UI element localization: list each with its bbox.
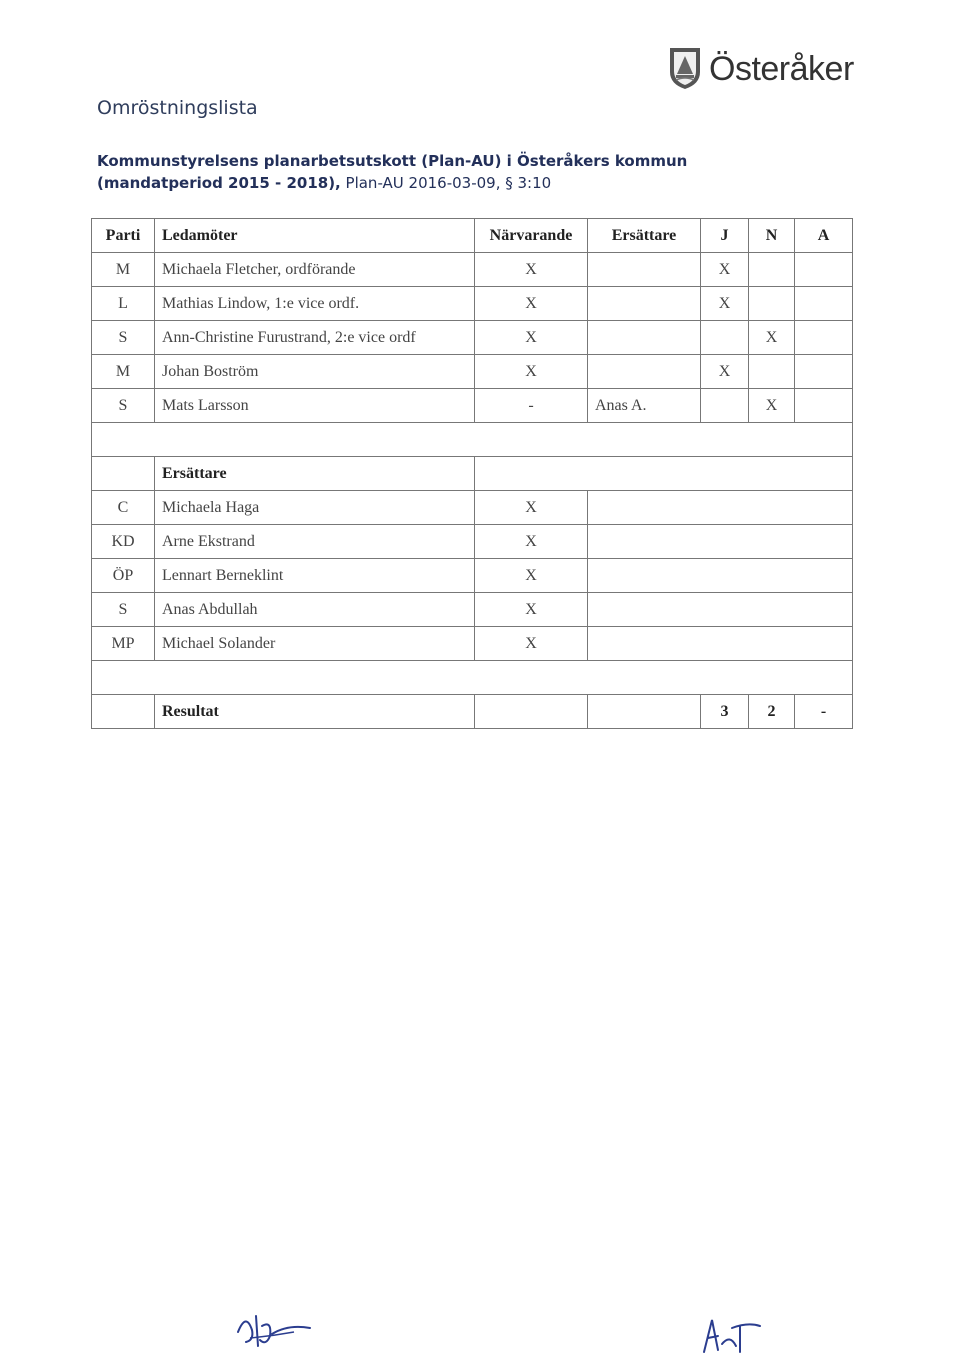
member-row [92, 253, 853, 287]
handwritten-initials-icon [700, 1314, 764, 1356]
narvarande-cell: X [475, 321, 588, 355]
a-cell [795, 287, 853, 321]
substitute-row [92, 525, 853, 559]
ersattare-cell [588, 287, 701, 321]
header-ersattare: Ersättare [588, 219, 701, 253]
substitute-name: Michael Solander [155, 627, 475, 661]
parti-cell: KD [92, 525, 155, 559]
subtitle-line-1: Kommunstyrelsens planarbetsutskott (Plan-AU) i Österåkers kommun [97, 152, 688, 170]
member-row [92, 321, 853, 355]
empty-cell [588, 593, 853, 627]
narvarande-cell: - [475, 389, 588, 423]
empty-cell [588, 627, 853, 661]
parti-cell: ÖP [92, 559, 155, 593]
ersattare-cell [588, 253, 701, 287]
j-cell: X [701, 287, 749, 321]
substitute-row [92, 491, 853, 525]
narvarande-cell: X [475, 559, 588, 593]
parti-cell: C [92, 491, 155, 525]
result-j: 3 [701, 695, 749, 729]
member-name: Mats Larsson [155, 389, 475, 423]
n-cell [749, 253, 795, 287]
member-row [92, 389, 853, 423]
n-cell: X [749, 389, 795, 423]
parti-cell: M [92, 253, 155, 287]
a-cell [795, 253, 853, 287]
empty-cell [588, 695, 701, 729]
substitute-row [92, 593, 853, 627]
narvarande-cell: X [475, 491, 588, 525]
subtitle-line-2: (mandatperiod 2015 - 2018), Plan-AU 2016-03-09, § 3:10 [97, 174, 552, 192]
empty-cell [588, 559, 853, 593]
member-name: Michaela Fletcher, ordförande [155, 253, 475, 287]
member-row [92, 355, 853, 389]
parti-cell: S [92, 321, 155, 355]
narvarande-cell: X [475, 355, 588, 389]
n-cell [749, 355, 795, 389]
substitutes-header-row [92, 457, 853, 491]
a-cell [795, 321, 853, 355]
n-cell [749, 287, 795, 321]
empty-cell [588, 491, 853, 525]
member-name: Johan Boström [155, 355, 475, 389]
empty-cell [475, 457, 853, 491]
substitute-name: Anas Abdullah [155, 593, 475, 627]
a-cell [795, 355, 853, 389]
substitute-name: Lennart Berneklint [155, 559, 475, 593]
result-n: 2 [749, 695, 795, 729]
member-name: Ann-Christine Furustrand, 2:e vice ordf [155, 321, 475, 355]
empty-cell [475, 695, 588, 729]
header-n: N [749, 219, 795, 253]
header-parti: Parti [92, 219, 155, 253]
blank-row [92, 423, 853, 457]
narvarande-cell: X [475, 253, 588, 287]
blank-cell [92, 661, 853, 695]
vote-table [91, 218, 853, 729]
blank-row [92, 661, 853, 695]
substitute-name: Michaela Haga [155, 491, 475, 525]
narvarande-cell: X [475, 593, 588, 627]
empty-cell [92, 457, 155, 491]
ersattare-cell [588, 355, 701, 389]
blank-cell [92, 423, 853, 457]
ersattare-cell [588, 321, 701, 355]
narvarande-cell: X [475, 627, 588, 661]
document-subtitle [97, 150, 687, 194]
logo-text: Österåker [709, 50, 854, 88]
j-cell: X [701, 253, 749, 287]
member-name: Mathias Lindow, 1:e vice ordf. [155, 287, 475, 321]
header-j: J [701, 219, 749, 253]
empty-cell [588, 525, 853, 559]
a-cell [795, 389, 853, 423]
j-cell [701, 389, 749, 423]
handwritten-signature-icon [232, 1306, 314, 1352]
parti-cell: S [92, 593, 155, 627]
narvarande-cell: X [475, 525, 588, 559]
parti-cell: S [92, 389, 155, 423]
result-row [92, 695, 853, 729]
header-ledamoter: Ledamöter [155, 219, 475, 253]
header-a: A [795, 219, 853, 253]
narvarande-cell: X [475, 287, 588, 321]
member-row [92, 287, 853, 321]
ersattare-cell: Anas A. [588, 389, 701, 423]
substitute-row [92, 559, 853, 593]
empty-cell [92, 695, 155, 729]
coat-of-arms-icon [668, 46, 702, 90]
result-label: Resultat [155, 695, 475, 729]
substitute-row [92, 627, 853, 661]
j-cell [701, 321, 749, 355]
parti-cell: M [92, 355, 155, 389]
document-title: Omröstningslista [97, 97, 258, 119]
substitute-name: Arne Ekstrand [155, 525, 475, 559]
result-a: - [795, 695, 853, 729]
parti-cell: MP [92, 627, 155, 661]
header-narvarande: Närvarande [475, 219, 588, 253]
j-cell: X [701, 355, 749, 389]
osteraker-logo [668, 46, 873, 96]
parti-cell: L [92, 287, 155, 321]
substitutes-heading: Ersättare [155, 457, 475, 491]
header-row [92, 219, 853, 253]
n-cell: X [749, 321, 795, 355]
